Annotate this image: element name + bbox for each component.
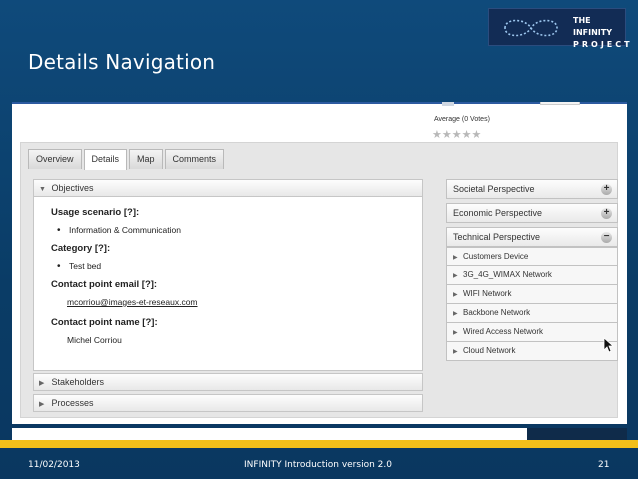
infinity-symbol-icon [495, 15, 567, 41]
share-icon[interactable] [442, 102, 454, 106]
details-panel [20, 142, 618, 418]
accordion-stakeholders-header[interactable] [33, 373, 423, 391]
technical-item[interactable]: ▶ Backbone Network [446, 304, 618, 323]
tab-details[interactable]: Details [84, 149, 128, 170]
footer-page-number: 21 [598, 460, 610, 470]
accordion-processes-header[interactable] [33, 394, 423, 412]
tab-bar [28, 149, 226, 169]
contact-email-label: Contact point email [?]: [51, 279, 158, 290]
mouse-cursor-icon [603, 337, 615, 353]
usage-scenario-label: Usage scenario [?]: [51, 207, 140, 218]
tab-overview[interactable]: Overview [28, 149, 82, 169]
top-control[interactable] [540, 102, 580, 105]
logo-line2: PROJECT [573, 40, 633, 49]
plus-icon[interactable]: + [601, 184, 612, 195]
societal-perspective-label: Societal Perspective [453, 184, 535, 194]
plus-icon[interactable]: + [601, 208, 612, 219]
category-label: Category [?]: [51, 243, 111, 254]
usage-scenario-value: • Information & Communication [57, 225, 181, 236]
societal-perspective-header[interactable] [446, 179, 618, 199]
footer-date: 11/02/2013 [28, 460, 80, 470]
footer-title: INFINITY Introduction version 2.0 [244, 460, 392, 470]
triangle-right-icon: ▶ [453, 311, 458, 317]
objectives-content [33, 197, 423, 371]
technical-item[interactable]: ▶ 3G_4G_WIMAX Network [446, 266, 618, 285]
triangle-right-icon: ▶ [453, 292, 458, 298]
rating-stars[interactable]: ★★★★★ [432, 129, 482, 141]
triangle-down-icon: ▼ [39, 186, 46, 193]
accordion-processes-label: Processes [51, 398, 94, 408]
triangle-right-icon: ▶ [39, 380, 45, 387]
technical-item[interactable]: ▶ WIFI Network [446, 285, 618, 304]
contact-name-value: Michel Corriou [67, 335, 122, 345]
technical-item[interactable]: ▶ Wired Access Network [446, 323, 618, 342]
rating-label: Average (0 Votes) [434, 116, 490, 123]
contact-name-label: Contact point name [?]: [51, 317, 158, 328]
category-value: • Test bed [57, 261, 102, 272]
accordion-objectives-header[interactable] [33, 179, 423, 197]
technical-perspective-header[interactable] [446, 227, 618, 247]
technical-item[interactable]: ▶ Cloud Network [446, 342, 618, 361]
accordion-stakeholders-label: Stakeholders [51, 377, 105, 387]
logo-line1: THE INFINITY [573, 16, 613, 37]
triangle-right-icon: ▶ [453, 273, 458, 279]
app-screenshot [12, 102, 627, 424]
logo-text [573, 15, 633, 51]
triangle-right-icon: ▶ [453, 255, 458, 261]
triangle-right-icon: ▶ [453, 330, 458, 336]
accent-bar [0, 440, 638, 448]
perspectives-column [446, 179, 618, 361]
app-top-bar [12, 102, 627, 104]
contact-email-link[interactable]: mcorriou@images-et-reseaux.com [67, 297, 198, 307]
infinity-logo [488, 8, 633, 49]
economic-perspective-label: Economic Perspective [453, 208, 543, 218]
tab-map[interactable]: Map [129, 149, 163, 169]
minus-icon[interactable]: − [601, 232, 612, 243]
accordion-objectives-label: Objectives [51, 183, 94, 193]
economic-perspective-header[interactable] [446, 203, 618, 223]
triangle-right-icon: ▶ [39, 401, 45, 408]
details-accordion [33, 179, 423, 412]
slide-title: Details Navigation [28, 50, 216, 74]
tab-comments[interactable]: Comments [165, 149, 225, 169]
technical-perspective-label: Technical Perspective [453, 232, 541, 242]
triangle-right-icon: ▶ [453, 349, 458, 355]
technical-item[interactable]: ▶ Customers Device [446, 247, 618, 266]
